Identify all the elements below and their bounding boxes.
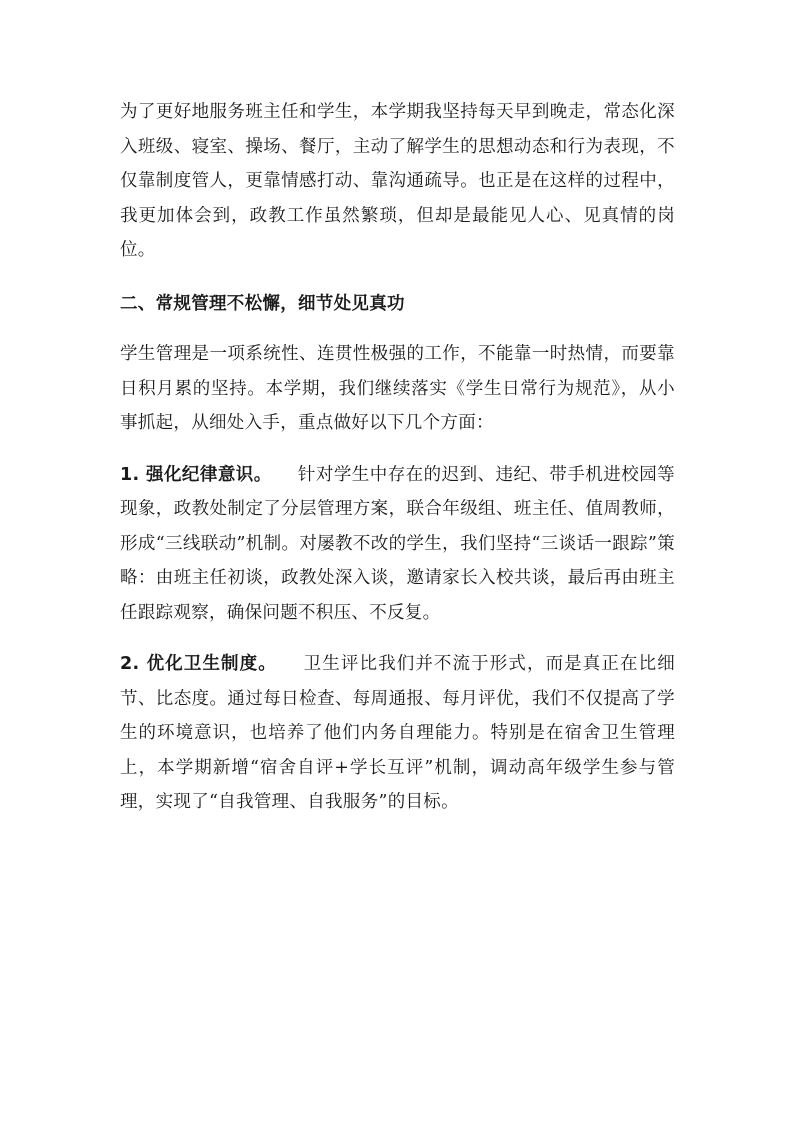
section-intro-paragraph: 学生管理是一项系统性、连贯性极强的工作，不能靠一时热情，而要靠日积月累的坚持。本学期，我们继续落实《学生日常行为规范》，从小事抓起，从细处入手，重点做好以下几个方面：: [120, 344, 675, 433]
section-heading: 二、常规管理不松懈，细节处见真功: [120, 293, 405, 314]
list-item: [120, 647, 675, 820]
list-item: [120, 458, 675, 631]
list-item-lead: 2. 优化卫生制度。: [120, 654, 277, 674]
list-item-body: 针对学生中存在的迟到、违纪、带手机进校园等现象，政教处制定了分层管理方案，联合年级组、班主任、值周教师，形成“三线联动”机制。对屡教不改的学生，我们坚持“三谈话一跟踪”策略：由班主任初谈，政教处深入谈，邀请家长入校共谈，最后再由班主任跟踪观察，确保问题不积压、不反复。: [120, 464, 675, 623]
document-body: [120, 95, 675, 820]
intro-paragraph: 为了更好地服务班主任和学生，本学期我坚持每天早到晚走，常态化深入班级、寝室、操场、餐厅，主动了解学生的思想动态和行为表现，不仅靠制度管人，更靠情感打动、靠沟通疏导。也正是在这样的过程中，我更加体会到，政教工作虽然繁琐，但却是最能见人心、见真情的岗位。: [120, 102, 675, 260]
list-item-lead: 1. 强化纪律意识。: [120, 464, 272, 485]
list-item-body: 卫生评比我们并不流于形式，而是真正在比细节、比态度。通过每日检查、每周通报、每月评优，我们不仅提高了学生的环境意识，也培养了他们内务自理能力。特别是在宿舍卫生管理上，本学期新增“宿舍自评+学长互评”机制，调动高年级学生参与管理，实现了“自我管理、自我服务”的目标。: [120, 654, 676, 812]
